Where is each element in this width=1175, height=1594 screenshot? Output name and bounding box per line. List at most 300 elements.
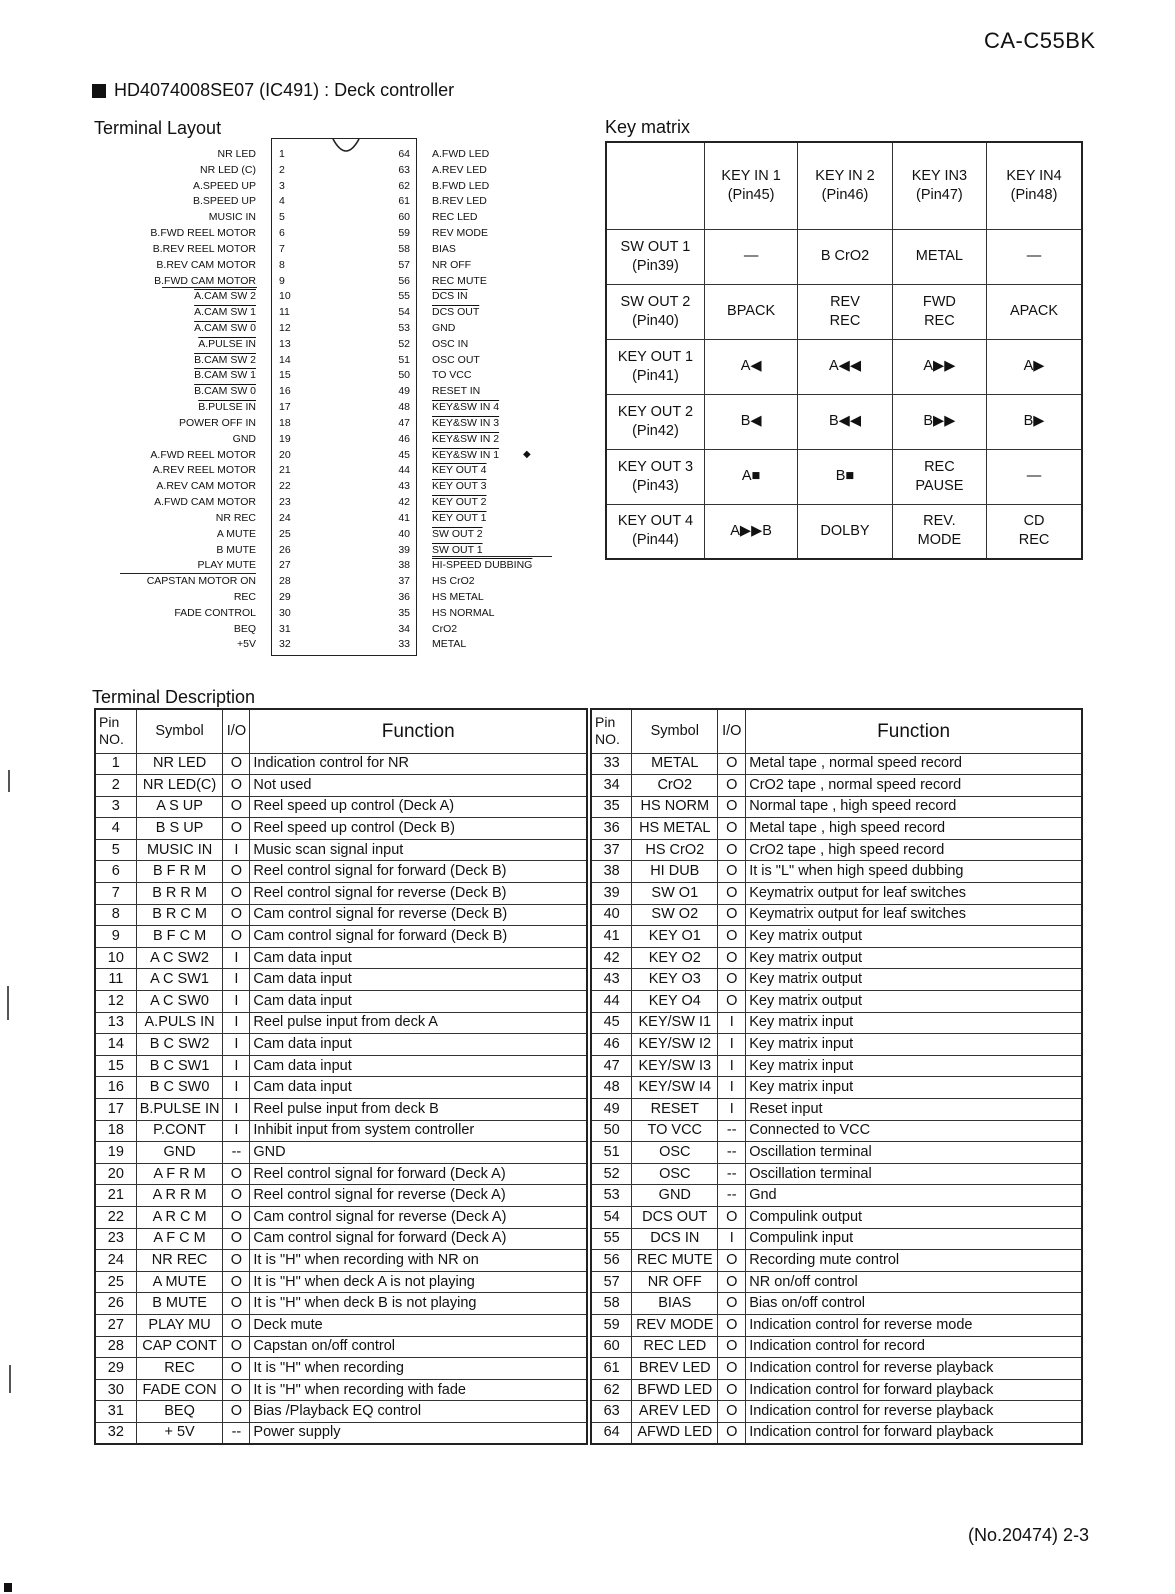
key-label: A▶▶	[923, 358, 956, 374]
pin-number-cell: 53	[591, 1185, 632, 1207]
pin-number: 24	[279, 511, 291, 524]
pin-number-cell: 11	[95, 969, 136, 991]
pin-column-header	[591, 709, 632, 753]
symbol-cell: A C SW1	[136, 969, 223, 991]
pin-number: 57	[398, 258, 410, 271]
pin-number: 62	[398, 179, 410, 192]
io-cell: O	[223, 1250, 250, 1272]
io-cell: I	[223, 1077, 250, 1099]
symbol-cell: KEY O1	[632, 926, 718, 948]
pin-number-cell: 12	[95, 991, 136, 1013]
pin-number-cell: 29	[95, 1358, 136, 1380]
function-cell: Indication control for forward playback	[746, 1422, 1082, 1444]
symbol-cell: MUSIC IN	[136, 839, 223, 861]
function-cell: Deck mute	[250, 1314, 587, 1336]
io-cell: O	[223, 1401, 250, 1423]
io-cell: O	[718, 1336, 746, 1358]
symbol-column-header: Symbol	[632, 709, 718, 753]
pin-number: 2	[279, 163, 285, 176]
io-cell: O	[718, 1379, 746, 1401]
io-cell: O	[223, 1293, 250, 1315]
io-cell: I	[718, 1099, 746, 1121]
table-row	[591, 1077, 1082, 1099]
row-out-name: KEY OUT 2	[617, 403, 694, 420]
pin-header-line1: Pin	[595, 714, 616, 731]
pin-number-cell: 36	[591, 818, 632, 840]
io-cell: O	[718, 775, 746, 797]
io-cell: O	[718, 861, 746, 883]
matrix-corner-cell	[606, 142, 704, 229]
matrix-key-cell	[892, 504, 986, 559]
matrix-key-cell	[987, 229, 1082, 284]
pin-label: RESET IN	[432, 385, 481, 398]
pin-label: FADE CONTROL	[174, 606, 256, 619]
pin-number: 16	[279, 385, 291, 398]
pin-number: 31	[279, 622, 291, 635]
table-row	[95, 969, 587, 991]
symbol-cell: BIAS	[632, 1293, 718, 1315]
pin-label: A.REV LED	[432, 163, 487, 176]
symbol-cell: B R C M	[136, 904, 223, 926]
table-row	[95, 1206, 587, 1228]
pin-number: 60	[398, 211, 410, 224]
table-row	[95, 883, 587, 905]
pin-number-cell: 59	[591, 1314, 632, 1336]
function-cell: Cam data input	[250, 1055, 587, 1077]
pin-number: 29	[279, 590, 291, 603]
io-cell: O	[718, 969, 746, 991]
table-row	[591, 818, 1082, 840]
pin-number: 20	[279, 448, 291, 461]
pin-header-line2: NO.	[99, 731, 124, 748]
function-cell: Cam control signal for forward (Deck A)	[250, 1228, 587, 1250]
key-label: CD	[1023, 513, 1045, 530]
key-label: REC	[924, 458, 955, 475]
io-cell: I	[718, 1012, 746, 1034]
function-cell: Cam data input	[250, 1077, 587, 1099]
pin-number: 25	[279, 527, 291, 540]
row-out-name: KEY OUT 4	[617, 513, 694, 530]
function-cell: Keymatrix output for leaf switches	[746, 904, 1082, 926]
pin-number-cell: 26	[95, 1293, 136, 1315]
pin-label: KEY&SW IN 4	[432, 401, 500, 414]
pin-number: 1	[279, 148, 285, 160]
pin-label: A MUTE	[216, 527, 256, 540]
io-cell: I	[718, 1228, 746, 1250]
pin-number: 59	[398, 227, 410, 240]
pin-label: CrO2	[432, 622, 458, 635]
pin-label: BEQ	[233, 622, 256, 635]
io-cell: O	[718, 991, 746, 1013]
pin-number-cell: 62	[591, 1379, 632, 1401]
function-cell: Metal tape , normal speed record	[746, 753, 1082, 775]
column-pin: (Pin48)	[1010, 186, 1058, 203]
pin-number: 15	[279, 369, 291, 382]
symbol-cell: NR LED(C)	[136, 775, 223, 797]
pin-number: 22	[279, 480, 291, 493]
pin-label: TO VCC	[432, 369, 472, 382]
table-row	[95, 1163, 587, 1185]
model-number: CA-C55BK	[984, 28, 1096, 53]
symbol-cell: REC	[136, 1358, 223, 1380]
table-row	[591, 1250, 1082, 1272]
function-cell: It is "H" when recording	[250, 1358, 587, 1380]
symbol-cell: TO VCC	[632, 1120, 718, 1142]
row-pin: (Pin39)	[632, 257, 679, 274]
pin-label: A.SPEED UP	[192, 179, 256, 192]
key-label: A▶▶B	[730, 522, 772, 539]
symbol-cell: OSC	[632, 1142, 718, 1164]
pin-label: B.REV LED	[432, 195, 487, 208]
matrix-row-header	[606, 339, 704, 394]
symbol-cell: NR LED	[136, 753, 223, 775]
connector-line	[120, 573, 256, 574]
column-pin: (Pin46)	[821, 186, 869, 203]
matrix-key-cell	[704, 394, 797, 449]
io-cell: O	[223, 775, 250, 797]
pin-number: 50	[398, 369, 410, 382]
table-row	[95, 1422, 587, 1444]
pin-label: KEY&SW IN 1	[432, 448, 500, 461]
pin-label: B.PULSE IN	[198, 401, 256, 414]
pin-number: 19	[279, 432, 291, 445]
pin-number-cell: 61	[591, 1358, 632, 1380]
function-cell: It is "H" when recording with NR on	[250, 1250, 587, 1272]
key-label-line2: REC	[1018, 532, 1050, 549]
matrix-key-cell	[987, 394, 1082, 449]
pin-number-cell: 45	[591, 1012, 632, 1034]
pin-number-cell: 57	[591, 1271, 632, 1293]
io-cell: --	[718, 1163, 746, 1185]
pin-label: A.FWD REEL MOTOR	[150, 448, 256, 461]
table-row	[591, 1379, 1082, 1401]
matrix-key-cell	[798, 449, 892, 504]
pin-number-cell: 54	[591, 1206, 632, 1228]
pin-label: MUSIC IN	[208, 211, 256, 224]
pin-label: A.CAM SW 1	[194, 306, 256, 319]
table-row	[95, 753, 587, 775]
io-column-header: I/O	[718, 709, 746, 753]
pin-number-cell: 48	[591, 1077, 632, 1099]
row-out-name: SW OUT 2	[620, 293, 691, 310]
table-row	[591, 1012, 1082, 1034]
io-cell: I	[223, 1120, 250, 1142]
matrix-key-cell	[892, 449, 986, 504]
io-cell: O	[223, 1206, 250, 1228]
key-label-line2: MODE	[917, 532, 962, 549]
pin-header-line1: Pin	[99, 714, 120, 731]
table-row	[95, 796, 587, 818]
pin-label: HS CrO2	[432, 575, 475, 588]
pin-number: 3	[279, 179, 285, 192]
io-cell: I	[223, 947, 250, 969]
pin-number-cell: 38	[591, 861, 632, 883]
pin-number: 26	[279, 543, 291, 556]
pin-label: REC	[233, 590, 256, 603]
matrix-row-header	[606, 284, 704, 339]
matrix-key-cell	[704, 229, 797, 284]
io-cell: --	[718, 1120, 746, 1142]
pin-number: 55	[398, 290, 410, 303]
io-cell: O	[223, 1163, 250, 1185]
pin-number-cell: 44	[591, 991, 632, 1013]
symbol-cell: HS NORM	[632, 796, 718, 818]
symbol-cell: HS CrO2	[632, 839, 718, 861]
pin-number-cell: 60	[591, 1336, 632, 1358]
key-label: B▶▶	[923, 413, 956, 429]
symbol-cell: BFWD LED	[632, 1379, 718, 1401]
pin-label: POWER OFF IN	[179, 416, 256, 429]
pin-number-cell: 56	[591, 1250, 632, 1272]
row-pin: (Pin44)	[632, 532, 679, 549]
symbol-cell: SW O2	[632, 904, 718, 926]
pin-number-cell: 37	[591, 839, 632, 861]
square-bullet-icon	[92, 84, 106, 98]
io-cell: O	[718, 947, 746, 969]
symbol-cell: + 5V	[136, 1422, 223, 1444]
matrix-column-header	[704, 142, 797, 229]
io-cell: O	[718, 883, 746, 905]
table-row	[591, 1206, 1082, 1228]
pin-number: 43	[398, 480, 410, 493]
table-row	[591, 1293, 1082, 1315]
pin-number-cell: 49	[591, 1099, 632, 1121]
function-column-header: Function	[746, 709, 1082, 753]
key-label: B◀	[740, 413, 762, 429]
symbol-cell: B C SW0	[136, 1077, 223, 1099]
table-row	[95, 1012, 587, 1034]
table-row	[591, 861, 1082, 883]
io-cell: O	[223, 904, 250, 926]
symbol-cell: A F R M	[136, 1163, 223, 1185]
io-cell: --	[223, 1142, 250, 1164]
pin-number-cell: 1	[95, 753, 136, 775]
matrix-key-cell	[798, 394, 892, 449]
function-cell: Key matrix input	[746, 1034, 1082, 1056]
symbol-cell: GND	[136, 1142, 223, 1164]
pin-label: OSC IN	[432, 337, 469, 350]
section-heading	[92, 80, 454, 101]
table-row	[591, 991, 1082, 1013]
symbol-cell: BREV LED	[632, 1358, 718, 1380]
key-label: B▶	[1023, 413, 1045, 429]
function-cell: Indication control for reverse playback	[746, 1401, 1082, 1423]
pin-label: REC LED	[432, 211, 478, 224]
pin-number-cell: 34	[591, 775, 632, 797]
pin-label: NR LED (C)	[199, 163, 256, 176]
column-pin: (Pin45)	[727, 186, 775, 203]
pin-number-cell: 50	[591, 1120, 632, 1142]
table-row	[591, 1336, 1082, 1358]
ic-notch-icon	[331, 137, 361, 159]
pin-label: GND	[432, 322, 456, 335]
symbol-cell: REV MODE	[632, 1314, 718, 1336]
pin-label: PLAY MUTE	[197, 559, 256, 572]
io-cell: O	[718, 1293, 746, 1315]
symbol-cell: KEY O4	[632, 991, 718, 1013]
pin-label: KEY OUT 3	[432, 480, 487, 493]
table-row	[95, 839, 587, 861]
matrix-row-header	[606, 229, 704, 284]
table-row	[95, 1120, 587, 1142]
pin-label: A.REV CAM MOTOR	[156, 480, 256, 493]
key-label: BPACK	[727, 303, 776, 319]
matrix-key-cell	[892, 394, 986, 449]
pin-number: 17	[279, 401, 291, 414]
function-cell: Cam control signal for reverse (Deck A)	[250, 1206, 587, 1228]
pin-label: KEY OUT 2	[432, 496, 487, 509]
io-cell: O	[718, 818, 746, 840]
table-row	[591, 1034, 1082, 1056]
function-cell: Metal tape , high speed record	[746, 818, 1082, 840]
function-cell: Key matrix output	[746, 926, 1082, 948]
pin-number: 35	[398, 606, 410, 619]
symbol-column-header: Symbol	[136, 709, 223, 753]
symbol-cell: PLAY MU	[136, 1314, 223, 1336]
pin-number: 28	[279, 575, 291, 588]
io-cell: I	[223, 991, 250, 1013]
symbol-cell: B C SW2	[136, 1034, 223, 1056]
key-matrix-title: Key matrix	[605, 117, 691, 137]
pin-number: 47	[398, 416, 410, 429]
key-label: REV	[830, 293, 860, 310]
pin-label: SW OUT 1	[432, 543, 483, 556]
symbol-cell: KEY O2	[632, 947, 718, 969]
symbol-cell: A F C M	[136, 1228, 223, 1250]
pin-label: B.CAM SW 0	[194, 385, 256, 398]
table-row	[591, 1055, 1082, 1077]
symbol-cell: CAP CONT	[136, 1336, 223, 1358]
pin-label: CAPSTAN MOTOR ON	[146, 575, 256, 588]
function-cell: Connected to VCC	[746, 1120, 1082, 1142]
table-row	[591, 1422, 1082, 1444]
binding-mark	[7, 986, 9, 1020]
function-cell: It is "H" when deck A is not playing	[250, 1271, 587, 1293]
function-cell: Reel control signal for forward (Deck A)	[250, 1163, 587, 1185]
io-cell: O	[223, 818, 250, 840]
pin-label: A.CAM SW 2	[194, 290, 256, 303]
table-row	[591, 969, 1082, 991]
pin-number: 51	[398, 353, 410, 366]
table-row	[95, 1314, 587, 1336]
pin-number-cell: 52	[591, 1163, 632, 1185]
pin-number-cell: 63	[591, 1401, 632, 1423]
key-label: A◀	[740, 358, 762, 374]
pin-number-cell: 42	[591, 947, 632, 969]
io-cell: O	[223, 926, 250, 948]
symbol-cell: B F R M	[136, 861, 223, 883]
matrix-column-header	[987, 142, 1082, 229]
pin-number: 6	[279, 227, 285, 240]
function-column-header: Function	[250, 709, 587, 753]
table-row	[591, 947, 1082, 969]
symbol-cell: DCS OUT	[632, 1206, 718, 1228]
pin-number-cell: 32	[95, 1422, 136, 1444]
function-cell: Reel speed up control (Deck B)	[250, 818, 587, 840]
matrix-key-cell	[892, 339, 986, 394]
pin-label: KEY OUT 1	[432, 511, 487, 524]
pin-number: 34	[398, 622, 410, 635]
key-label: —	[1026, 248, 1042, 264]
table-row	[591, 926, 1082, 948]
function-cell: CrO2 tape , normal speed record	[746, 775, 1082, 797]
io-cell: I	[223, 839, 250, 861]
symbol-cell: REC LED	[632, 1336, 718, 1358]
corner-mark	[4, 1583, 12, 1592]
symbol-cell: BEQ	[136, 1401, 223, 1423]
symbol-cell: KEY/SW I2	[632, 1034, 718, 1056]
pin-label: KEY&SW IN 3	[432, 416, 500, 429]
function-cell: Normal tape , high speed record	[746, 796, 1082, 818]
io-cell: O	[223, 1314, 250, 1336]
io-cell: I	[223, 1099, 250, 1121]
table-row	[591, 839, 1082, 861]
key-label: B CrO2	[820, 248, 870, 264]
matrix-key-cell	[892, 229, 986, 284]
table-row	[95, 1250, 587, 1272]
io-cell: I	[718, 1055, 746, 1077]
pin-number-cell: 23	[95, 1228, 136, 1250]
table-row	[95, 1034, 587, 1056]
key-label: DOLBY	[820, 522, 870, 539]
terminal-table-left	[94, 708, 588, 1445]
pin-number-cell: 25	[95, 1271, 136, 1293]
table-row	[591, 1271, 1082, 1293]
matrix-key-cell	[704, 504, 797, 559]
function-cell: Music scan signal input	[250, 839, 587, 861]
symbol-cell: FADE CON	[136, 1379, 223, 1401]
table-row	[591, 753, 1082, 775]
function-cell: Compulink output	[746, 1206, 1082, 1228]
io-cell: O	[223, 1185, 250, 1207]
io-cell: I	[223, 969, 250, 991]
symbol-cell: A.PULS IN	[136, 1012, 223, 1034]
symbol-cell: SW O1	[632, 883, 718, 905]
pin-number: 32	[279, 638, 291, 651]
key-label-line2: REC	[829, 312, 861, 329]
symbol-cell: A MUTE	[136, 1271, 223, 1293]
io-cell: I	[718, 1077, 746, 1099]
pin-label: +5V	[237, 638, 256, 651]
matrix-key-cell	[798, 339, 892, 394]
symbol-cell: A R C M	[136, 1206, 223, 1228]
key-label: A▶	[1023, 358, 1045, 374]
pin-number-cell: 19	[95, 1142, 136, 1164]
pin-label: A.FWD CAM MOTOR	[154, 496, 256, 509]
pin-number-cell: 15	[95, 1055, 136, 1077]
key-label: REV.	[923, 513, 956, 530]
function-cell: Key matrix output	[746, 947, 1082, 969]
pin-number-cell: 33	[591, 753, 632, 775]
symbol-cell: REC MUTE	[632, 1250, 718, 1272]
io-cell: O	[718, 1314, 746, 1336]
symbol-cell: HI DUB	[632, 861, 718, 883]
pin-column-header	[95, 709, 136, 753]
function-cell: Capstan on/off control	[250, 1336, 587, 1358]
symbol-cell: HS METAL	[632, 818, 718, 840]
table-row	[591, 1142, 1082, 1164]
table-row	[95, 1099, 587, 1121]
pin-number: 33	[398, 638, 410, 651]
io-cell: O	[718, 1271, 746, 1293]
pin-label: KEY&SW IN 2	[432, 432, 500, 445]
table-row	[95, 861, 587, 883]
function-cell: NR on/off control	[746, 1271, 1082, 1293]
key-label-line2: PAUSE	[915, 477, 964, 494]
pin-number-cell: 2	[95, 775, 136, 797]
pin-number-cell: 9	[95, 926, 136, 948]
pin-number: 41	[398, 511, 410, 524]
